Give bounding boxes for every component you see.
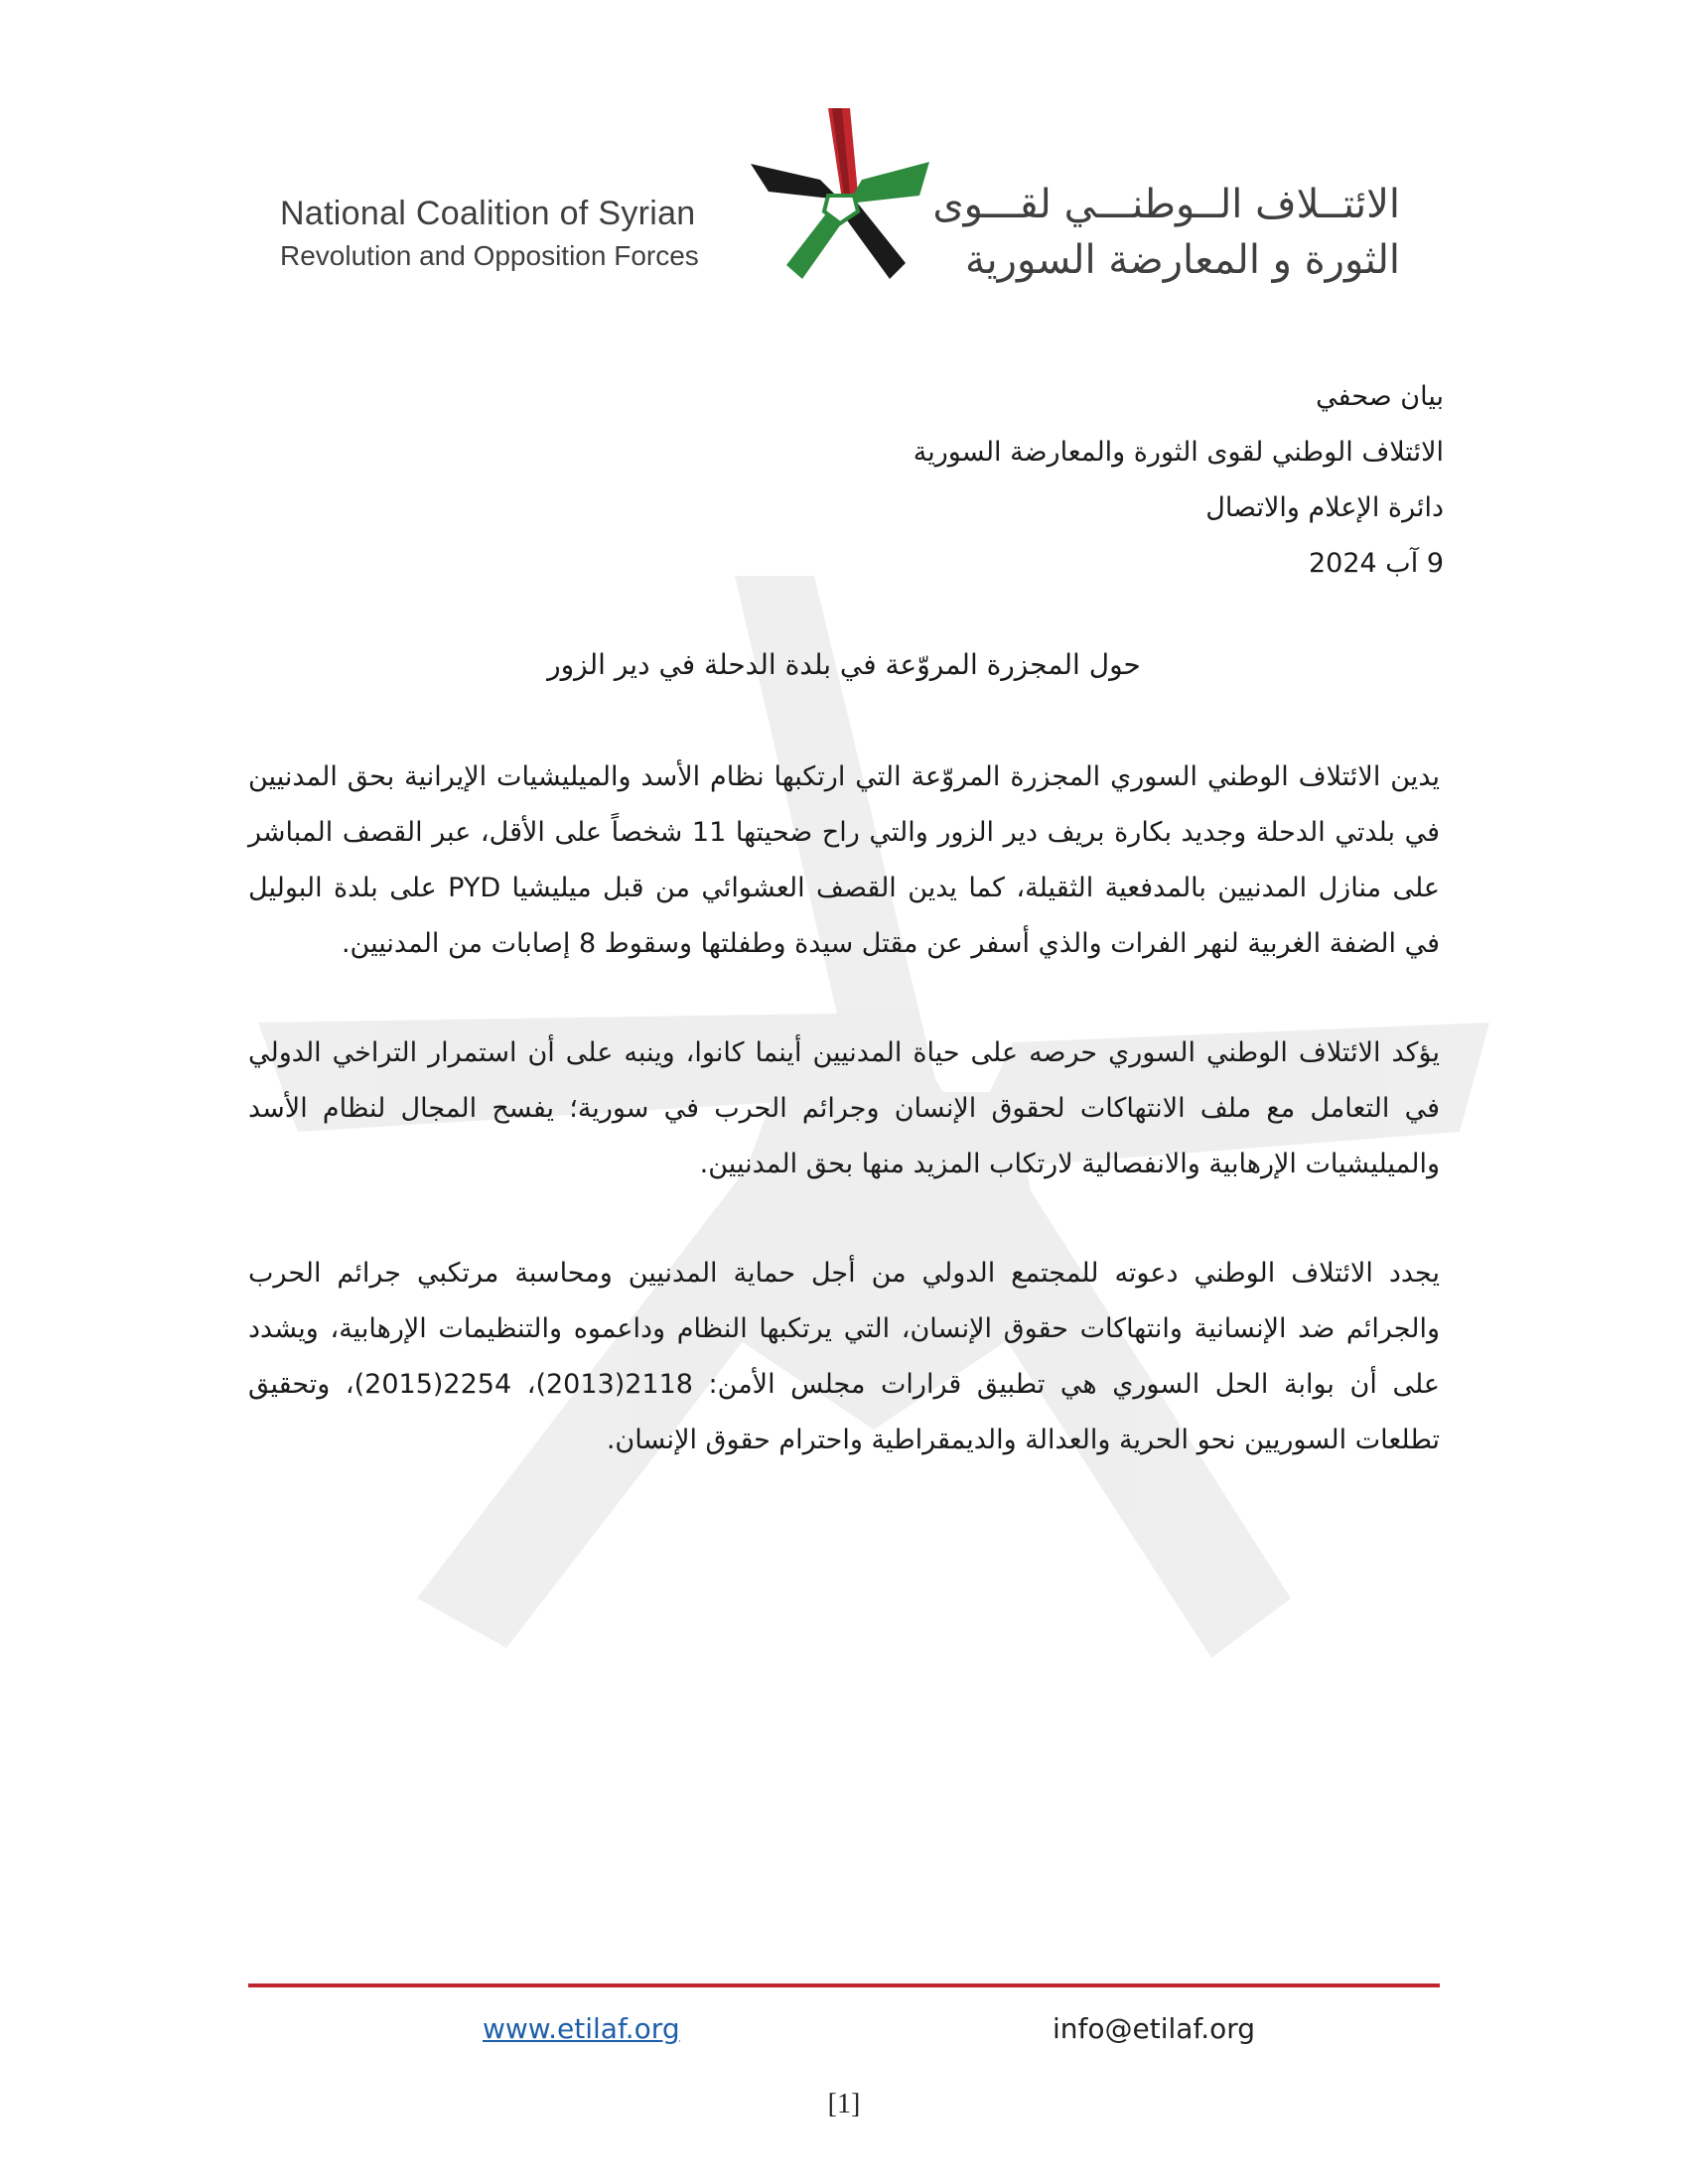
- website-link[interactable]: www.etilaf.org: [483, 2012, 680, 2045]
- org-name-ar-line1: الائتــلاف الــوطنـــي لقـــوى: [932, 182, 1400, 227]
- organization-name: الائتلاف الوطني لقوى الثورة والمعارضة السورية: [913, 437, 1444, 468]
- statement-meta: [749, 369, 1444, 592]
- org-name-arabic: [933, 177, 1400, 288]
- statement-body: [248, 750, 1440, 1522]
- body-paragraph-3: يجدد الائتلاف الوطني دعوته للمجتمع الدولي من أجل حماية المدنيين ومحاسبة مرتكبي جرائم الحرب والجرائم ضد الإنسانية وانتهاكات حقوق الإنسان، التي يرتكبها النظام وداعموه والتنظيمات الإرهابية، ويشدد على أن بوابة الحل السوري هي تطبيق قرارات مجلس الأمن: 2118(2013)، 2254(2015)، وتحقيق تطلعات السوريين نحو الحرية والعدالة والديمقراطية واحترام حقوق الإنسان.: [248, 1258, 1440, 1455]
- doc-type: بيان صحفي: [1316, 381, 1444, 412]
- org-name-en-line1: National Coalition of Syrian: [280, 195, 696, 232]
- body-paragraph-1: يدين الائتلاف الوطني السوري المجزرة المروّعة التي ارتكبها نظام الأسد والميليشيات الإيرانية بحق المدنيين في بلدتي الدحلة وجديد بكارة بريف دير الزور والتي راح ضحيتها 11 شخصاً على الأقل، عبر القصف المباشر على منازل المدنيين بالمدفعية الثقيلة، كما يدين القصف العشوائي من قبل ميليشيا PYD على بلدة البوليل في الضفة الغربية لنهر الفرات والذي أسفر عن مقتل سيدة وطفلتها وسقوط 8 إصابات من المدنيين.: [248, 761, 1440, 959]
- contact-email: info@etilaf.org: [1053, 2012, 1256, 2045]
- statement-date: 9 آب 2024: [1309, 548, 1444, 579]
- org-name-en-line2: Revolution and Opposition Forces: [280, 240, 699, 271]
- statement-title: حول المجزرة المروّعة في بلدة الدحلة في دير الزور: [547, 648, 1141, 681]
- department-name: دائرة الإعلام والاتصال: [1205, 492, 1444, 523]
- body-paragraph-2: يؤكد الائتلاف الوطني السوري حرصه على حياة المدنيين أينما كانوا، وينبه على أن استمرار التراخي الدولي في التعامل مع ملف الانتهاكات لحقوق الإنسان وجرائم الحرب في سورية؛ يفسح المجال لنظام الأسد والميليشيات الإرهابية والانفصالية لارتكاب المزيد منها بحق المدنيين.: [248, 1037, 1440, 1179]
- letterhead: [0, 0, 1688, 318]
- page-number: [1]: [827, 2089, 861, 2119]
- footer-divider: [248, 1983, 1440, 1987]
- org-name-english: [280, 191, 737, 276]
- org-name-ar-line2: الثورة و المعارضة السورية: [965, 237, 1400, 283]
- coalition-star-logo: [751, 104, 929, 283]
